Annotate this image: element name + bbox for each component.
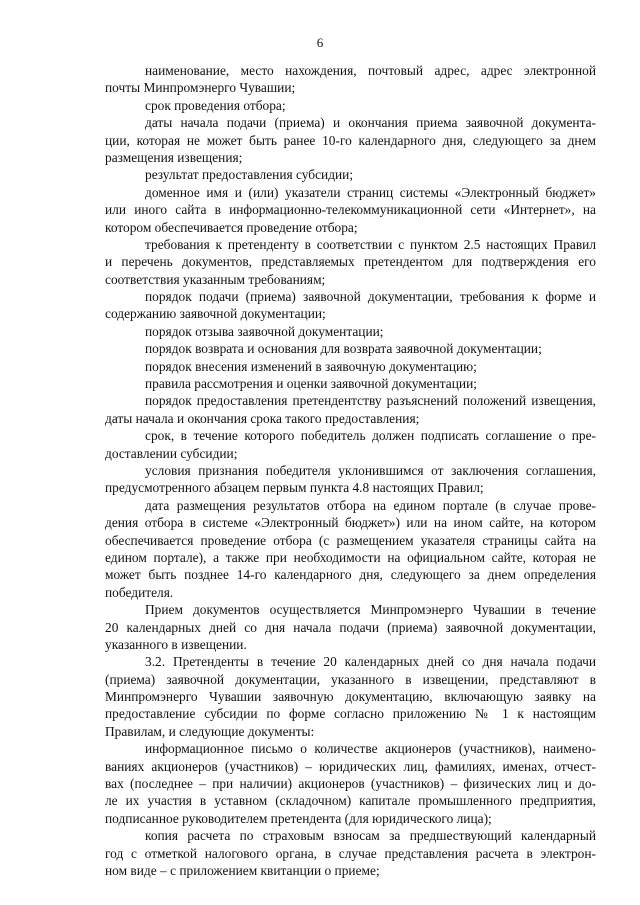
paragraph	[105, 392, 596, 427]
text-line: порядок возврата и основания для возврата заявочной документации;	[145, 341, 542, 357]
paragraph	[105, 62, 596, 97]
text-line: дения отбора в системе «Электронный бюджет») или на ином сайте, на котором	[105, 515, 596, 531]
text-line: 20 календарных дней со дня начала подачи (приема) заявочной документации,	[105, 619, 596, 635]
paragraph	[105, 358, 596, 375]
document-body	[105, 62, 596, 879]
text-line: порядок внесения изменений в заявочную документацию;	[145, 358, 477, 374]
text-line: ваниях акционеров (участников) – юридических лиц, фамилиях, именах, отчест-	[105, 758, 596, 774]
paragraph	[105, 323, 596, 340]
text-line: наименование, место нахождения, почтовый адрес, адрес электронной	[145, 63, 596, 78]
text-line: доменное имя и (или) указатели страниц системы «Электронный бюджет»	[145, 184, 596, 200]
text-line: едином портале), а также при необходимости на официальном сайте, которая не	[105, 549, 596, 565]
text-line: или иного сайта в информационно-телекоммуникационной сети «Интернет», на	[105, 202, 596, 218]
paragraph	[105, 601, 596, 653]
text-line: (приема) заявочной документации, указанного в извещении, представляют в	[105, 671, 596, 687]
paragraph	[105, 114, 596, 166]
text-line: котором обеспечивается проведение отбора;	[105, 219, 358, 235]
text-line: победителя.	[105, 584, 174, 600]
text-line: требования к претенденту в соответствии с пунктом 2.5 настоящих Правил	[145, 236, 596, 252]
text-line: указанного в извещении.	[105, 636, 247, 652]
text-line: информационное письмо о количестве акционеров (участников), наимено-	[145, 741, 596, 757]
text-line: даты начала и окончания срока такого предоставления;	[105, 410, 420, 426]
text-line: предусмотренного абзацем первым пункта 4.8 настоящих Правил;	[105, 480, 484, 496]
text-line: условия признания победителя уклонившимся от заключения соглашения,	[145, 462, 596, 478]
text-line: порядок отзыва заявочной документации;	[145, 323, 384, 339]
text-line: обеспечивается проведение отбора (с размещением указателя страницы сайта на	[105, 532, 596, 548]
text-line: Минпромэнерго Чувашии заявочную документацию, включающую заявку на	[105, 689, 596, 705]
text-line: доставлении субсидии;	[105, 445, 238, 461]
text-line: 3.2. Претенденты в течение 20 календарных дней со дня начала подачи	[145, 654, 596, 670]
text-line: год с отметкой налогового органа, в случае представления расчета в электрон-	[105, 845, 596, 861]
text-line: и перечень документов, представляемых претендентом для подтверждения его	[105, 254, 596, 270]
text-line: срок проведения отбора;	[145, 97, 286, 113]
paragraph	[105, 427, 596, 462]
text-line: дата размещения результатов отбора на едином портале (в случае прове-	[145, 497, 596, 513]
paragraph	[105, 340, 596, 357]
text-line: предоставление субсидии по форме согласно приложению № 1 к настоящим	[105, 706, 596, 722]
paragraph	[105, 184, 596, 236]
text-line: даты начала подачи (приема) и окончания приема заявочной документа-	[145, 115, 596, 131]
text-line: почты Минпромэнерго Чувашии;	[105, 80, 296, 96]
text-line: копия расчета по страховым взносам за предшествующий календарный	[145, 828, 596, 844]
paragraph	[105, 827, 596, 879]
paragraph	[105, 740, 596, 827]
text-line: результат предоставления субсидии;	[145, 167, 354, 183]
text-line: ции, которая не может быть ранее 10-го календарного дня, следующего за днем	[105, 132, 596, 148]
text-line: вах (последнее – при наличии) акционеров (участников) – физических лиц и до-	[105, 776, 596, 792]
text-line: порядок предоставления претендентству разъяснений положений извещения,	[145, 393, 596, 409]
text-line: размещения извещения;	[105, 149, 243, 165]
text-line: Прием документов осуществляется Минпромэнерго Чувашии в течение	[145, 602, 596, 618]
text-line: порядок подачи (приема) заявочной документации, требования к форме и	[145, 289, 596, 305]
paragraph	[105, 97, 596, 114]
paragraph	[105, 375, 596, 392]
paragraph	[105, 653, 596, 740]
text-line: содержанию заявочной документации;	[105, 306, 326, 322]
text-line: ле их участия в уставном (складочном) капитале промышленного предприятия,	[105, 793, 596, 809]
text-line: может быть позднее 14-го календарного дня, следующего за днем определения	[105, 567, 596, 583]
text-line: подписанное руководителем претендента (для юридического лица);	[105, 810, 492, 826]
text-line: срок, в течение которого победитель должен подписать соглашение о пре-	[145, 428, 596, 444]
paragraph	[105, 462, 596, 497]
text-line: ном виде – с приложением квитанции о приеме;	[105, 862, 380, 878]
paragraph	[105, 497, 596, 601]
paragraph	[105, 236, 596, 288]
text-line: Правилам, и следующие документы:	[105, 723, 315, 739]
paragraph	[105, 288, 596, 323]
page-number: 6	[316, 35, 324, 50]
text-line: соответствия указанным требованиям;	[105, 271, 326, 287]
paragraph	[105, 166, 596, 183]
text-line: правила рассмотрения и оценки заявочной документации;	[145, 376, 477, 392]
